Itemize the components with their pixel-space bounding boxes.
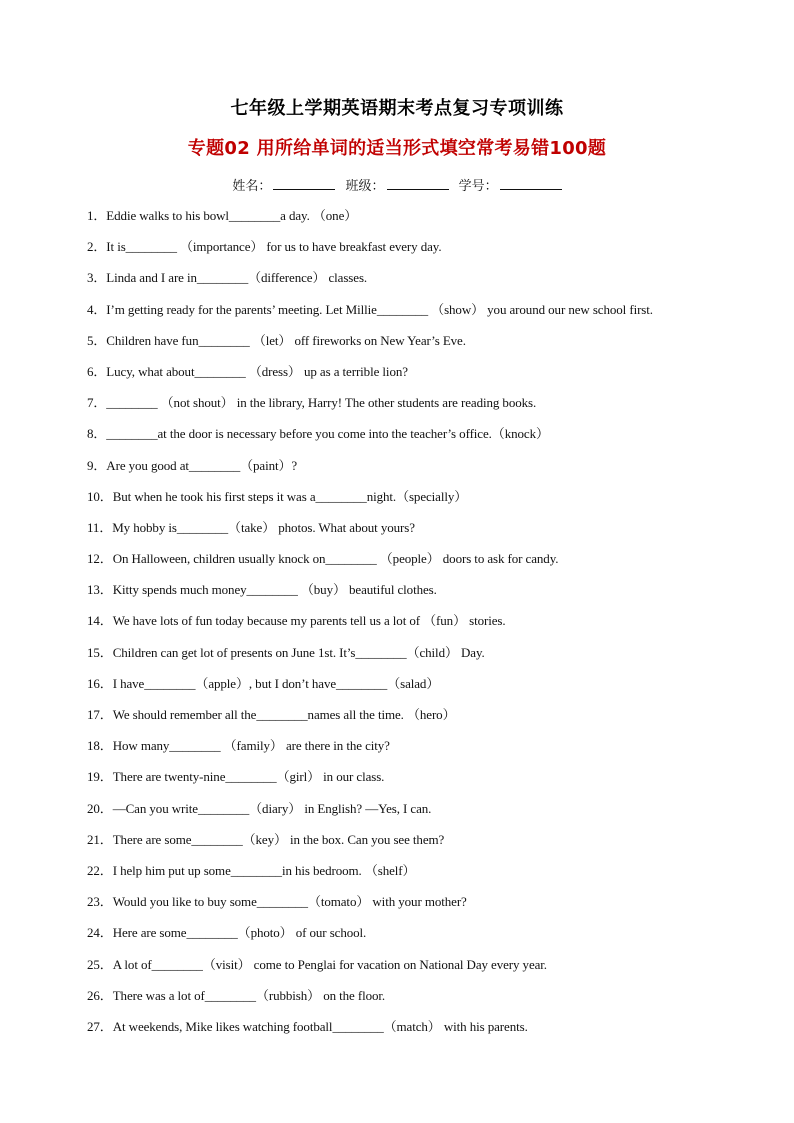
student-id-label: 学号： — [458, 179, 498, 194]
name-blank — [273, 177, 335, 190]
page-title: 七年级上学期英语期末考点复习专项训练 — [230, 98, 564, 119]
name-field — [232, 175, 335, 194]
question-item: 2．It is________ （importance） for us to have breakfast every day. — [87, 239, 442, 255]
question-item: 21．There are some________（key） in the box. Can you see them? — [87, 831, 445, 847]
class-field — [345, 175, 448, 194]
question-item: 4．I’m getting ready for the parents’ meeting. Let Millie________ （show） you around our new school first. — [87, 301, 653, 317]
class-blank — [387, 177, 449, 190]
question-item: 7．________ （not shout） in the library, Harry! The other students are reading books. — [87, 395, 537, 411]
question-item: 14．We have lots of fun today because my parents tell us a lot of （fun） stories. — [87, 613, 506, 629]
question-item: 17．We should remember all the________names all the time. （hero） — [87, 707, 456, 722]
question-item: 22．I help him put up some________in his bedroom. （shelf） — [87, 862, 416, 878]
question-item: 3．Linda and I are in________（difference） classes. — [87, 270, 368, 286]
question-item: 12．On Halloween, children usually knock on________ （people） doors to ask for candy. — [87, 551, 559, 567]
question-item: 20．—Can you write________（diary） in English? —Yes, I can. — [87, 800, 432, 816]
question-item: 26．There was a lot of________（rubbish） on the floor. — [87, 987, 386, 1003]
student-info-line — [0, 175, 794, 194]
question-item: 15．Children can get lot of presents on June 1st. It’s________（child） Day. — [87, 644, 485, 660]
question-item: 10．But when he took his first steps it was a________night.（specially） — [87, 488, 468, 504]
question-item: 24．Here are some________（photo） of our school. — [87, 925, 367, 941]
question-item: 6．Lucy, what about________ （dress） up as a terrible lion? — [87, 363, 408, 379]
question-item: 19．There are twenty-nine________（girl） in our class. — [87, 769, 385, 785]
question-item: 23．Would you like to buy some________（tomato） with your mother? — [87, 894, 467, 910]
class-label: 班级： — [345, 179, 385, 194]
question-item: 9．Are you good at________（paint）? — [87, 457, 298, 473]
question-item: 8．________at the door is necessary before you come into the teacher’s office.（knock） — [87, 426, 549, 442]
question-item: 13．Kitty spends much money________ （buy） beautiful clothes. — [87, 582, 437, 598]
name-label: 姓名： — [232, 179, 272, 194]
question-item: 18．How many________ （family） are there in the city? — [87, 738, 390, 754]
student-id-blank — [500, 177, 562, 190]
question-item: 25．A lot of________（visit） come to Penglai for vacation on National Day every year. — [87, 956, 547, 972]
question-list — [87, 204, 767, 1046]
question-item: 5．Children have fun________ （let） off fireworks on New Year’s Eve. — [87, 332, 466, 348]
question-item: 11．My hobby is________（take） photos. What about yours? — [87, 519, 415, 535]
student-id-field — [459, 175, 562, 194]
question-item: 16．I have________（apple）, but I don’t have________（salad） — [87, 675, 440, 691]
question-item: 27．At weekends, Mike likes watching football________（match） with his parents. — [87, 1018, 528, 1034]
page-subtitle: 专题02 用所给单词的适当形式填空常考易错100题 — [187, 138, 607, 159]
question-item: 1．Eddie walks to his bowl________a day. （one） — [87, 208, 358, 223]
